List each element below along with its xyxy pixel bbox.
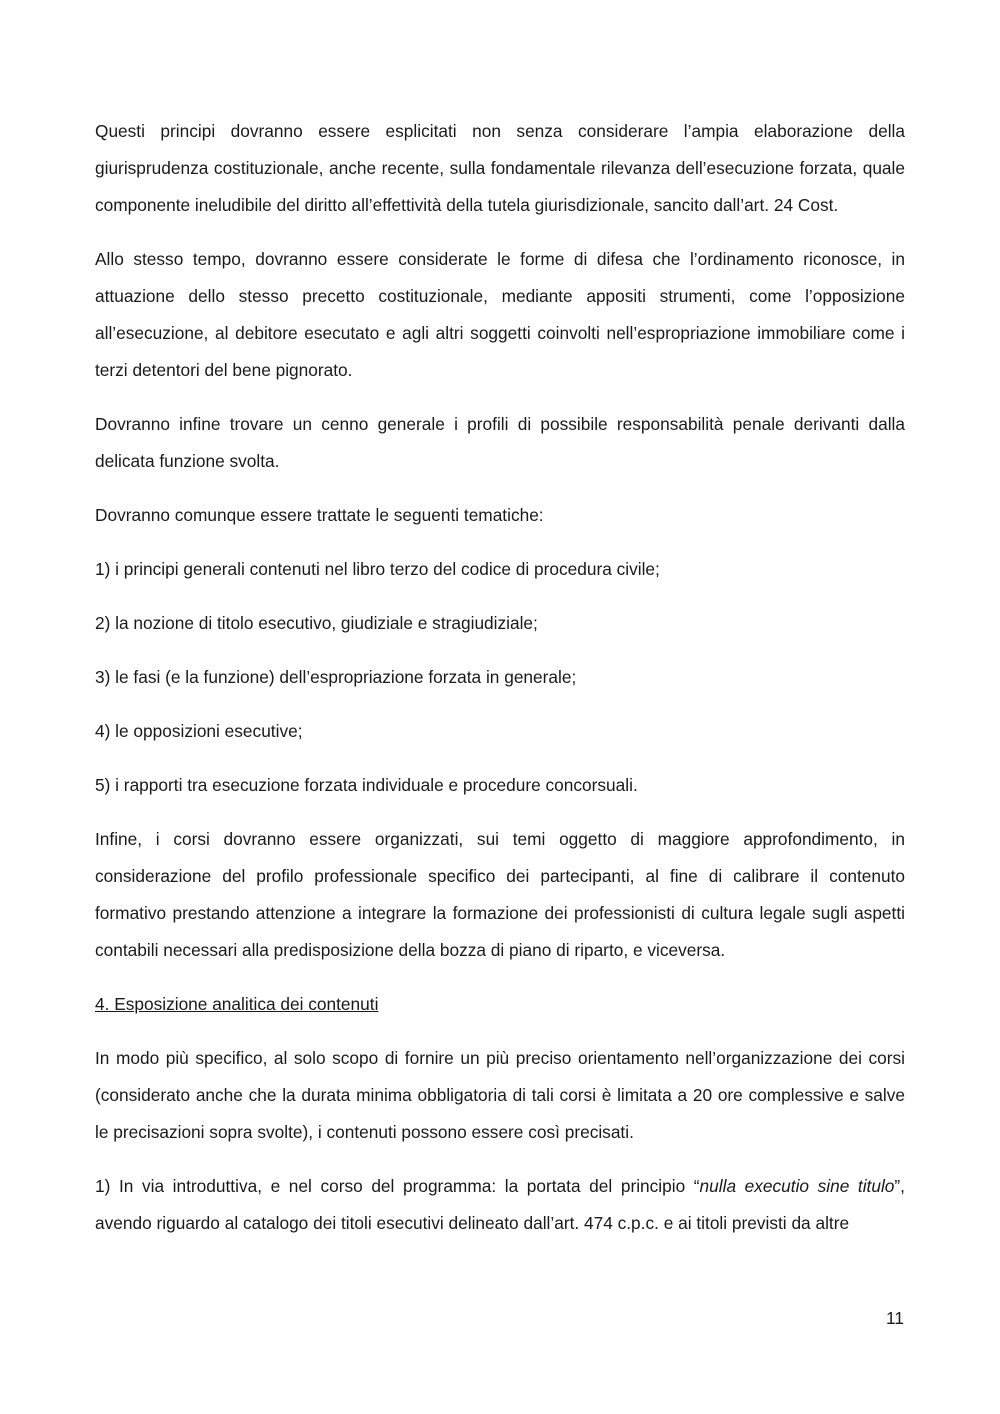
paragraph-principles: Questi principi dovranno essere esplicitati non senza considerare l’ampia elaborazione della giurisprudenza costituzionale, anche recente, sulla fondamentale rilevanza dell’esecuzione forzata, quale componente ineludibile del diritto all’effettività della tutela giurisdizionale, sancito dall’art. 24 Cost. [95,121,905,215]
topic-item: 5) i rapporti tra esecuzione forzata individuale e procedure concorsuali. [95,775,638,795]
document-body [95,113,905,1242]
paragraph-text-before: 1) In via introduttiva, e nel corso del programma: la portata del principio “ [95,1176,700,1196]
paragraph-course-organization: Infine, i corsi dovranno essere organizzati, sui temi oggetto di maggiore approfondimento, in considerazione del profilo professionale specifico dei partecipanti, al fine di calibrare il contenuto formativo prestando attenzione a integrare la formazione dei professionisti di cultura legale sugli aspetti contabili necessari alla predisposizione della bozza di piano di riparto, e viceversa. [95,829,905,960]
paragraph-criminal-liability: Dovranno infine trovare un cenno generale i profili di possibile responsabilità penale derivanti dalla delicata funzione svolta. [95,414,905,471]
paragraph-topics-intro: Dovranno comunque essere trattate le seguenti tematiche: [95,505,544,525]
topic-item: 1) i principi generali contenuti nel libro terzo del codice di procedura civile; [95,559,660,579]
paragraph-defense-forms: Allo stesso tempo, dovranno essere considerate le forme di difesa che l’ordinamento riconosce, in attuazione dello stesso precetto costituzionale, mediante appositi strumenti, come l’opposizione all’esecuzione, al debitore esecutato e agli altri soggetti coinvolti nell’espropriazione immobiliare come i terzi detentori del bene pignorato. [95,249,905,380]
paragraph-specific-contents: In modo più specifico, al solo scopo di fornire un più preciso orientamento nell’organizzazione dei corsi (considerato anche che la durata minima obbligatoria di tali corsi è limitata a 20 ore complessive e salve le precisazioni sopra svolte), i contenuti possono essere così precisati. [95,1048,905,1142]
topic-item: 4) le opposizioni esecutive; [95,721,303,741]
paragraph-introductory-point [95,1168,905,1242]
page-number: 11 [886,1308,904,1328]
latin-phrase: nulla executio sine titulo [699,1176,895,1196]
section-heading: 4. Esposizione analitica dei contenuti [95,994,379,1014]
topic-item: 2) la nozione di titolo esecutivo, giudiziale e stragiudiziale; [95,613,538,633]
topic-item: 3) le fasi (e la funzione) dell’espropriazione forzata in generale; [95,667,577,687]
paragraph-text-after: ”, avendo riguardo al catalogo dei titoli esecutivi delineato dall’art. 474 c.p.c. e ai titoli previsti da altre [95,1176,905,1233]
